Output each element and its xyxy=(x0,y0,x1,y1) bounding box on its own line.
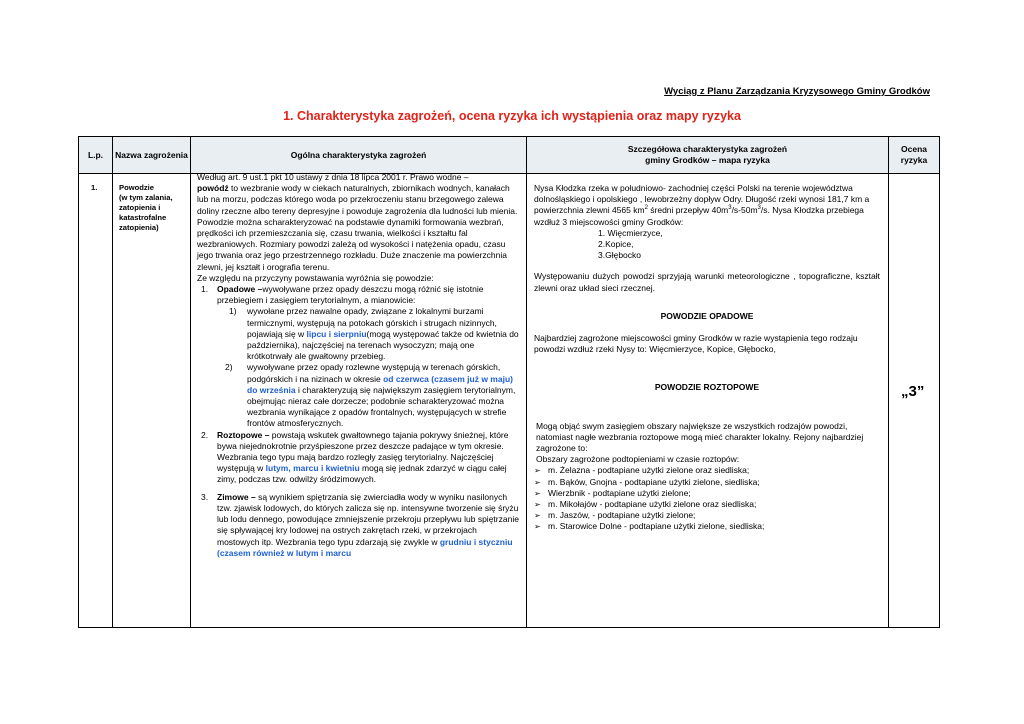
detail-para-2: Występowaniu dużych powodzi sprzyjają warunki meteorologiczne , topograficzne, kształt zlewni oraz układ sieci rzecznej. xyxy=(534,271,880,293)
town-item: 3.Głębocko xyxy=(598,250,641,261)
header-detail xyxy=(527,137,888,173)
area-list xyxy=(534,465,880,532)
town-list xyxy=(534,228,880,262)
page-title: 1. Charakterystyka zagrożeń, ocena ryzyka ich wystąpienia oraz mapy ryzyka xyxy=(283,109,741,123)
general-para-1: Według art. 9 ust.1 pkt 10 ustawy z dnia 18 lipca 2001 r. Prawo wodne – powódź to wezbranie wody w ciekach naturalnych, zbiornikach wodnych, kanałach lub na morzu, podczas którego woda po przekroczeniu stanu brzegowego zalewa doliny rzeczne albo tereny depresyjne i powoduje zagrożenia dla ludności lub mienia. xyxy=(197,172,518,216)
row-lp: 1. xyxy=(91,183,98,192)
arrow-bullet-icon: ➢ xyxy=(534,500,541,510)
heading-opadowe: POWODZIE OPADOWE xyxy=(660,310,754,321)
heading-roztopowe: POWODZIE ROZTOPOWE xyxy=(654,382,760,393)
area-item: ➢ Wierzbnik - podtapiane użytki zielone; xyxy=(534,487,691,498)
subitem-nawalne: 1) wywołane przez nawalne opady, związane z lokalnymi burzami termicznymi, występują na potokach górskich i strugach nizinnych, pojawiają się w lipcu i sierpniu(mogą występować także od kwietnia do października), najczęściej na terenach wysoczyzn; mają one krótkotrwały ale gwałtowny przebieg. xyxy=(229,306,519,362)
hazard-name xyxy=(119,183,187,233)
arrow-bullet-icon: ➢ xyxy=(534,466,541,476)
detail-para-1: Nysa Kłodzka rzeka w południowo- zachodniej części Polski na terenie województwa dolnośląskiego i opolskiego , lewobrzeżny dopływ Odry. Długość rzeki wynosi 181,7 km a powierzchnia zlewni 4565 $km^2$ średni przepływ $40m^3/s-50m^3/s$. Nysa Kłodzka przebiega wzdłuż 3 miejscowości gminy Grodków: xyxy=(534,183,870,227)
item-opadowe: 1. Opadowe –wywoływane przez opady deszczu mogą różnić się istotnie przebiegiem i zasięgiem terytorialnym, a mianowicie: xyxy=(201,284,484,306)
header-detail-line1: Szczegółowa charakterystyka zagrożeń xyxy=(627,144,788,154)
hazard-name-sub: (w tym zalania, zatopienia i katastrofalne zatopienia) xyxy=(119,193,173,232)
header-general: Ogólna charakterystyka zagrożeń xyxy=(290,149,427,160)
item-roztopowe: 2. Roztopowe – powstają wskutek gwałtownego tajania pokrywy śnieżnej, które bywa niejednokrotnie przyśpieszone przez deszcze padające w tym okresie. Wezbrania tego typu mają bardzo rozległy zasięg terytorialny. Najczęściej występują w lutym, marcu i kwietniu mogą się jednak zdarzyć w ciągu całej zimy, podczas tzw. odwilży śródzimowych. xyxy=(201,429,509,485)
area-item: ➢ m. Jaszów, - podtapiane użytki zielone; xyxy=(534,510,696,521)
arrow-bullet-icon: ➢ xyxy=(534,511,541,521)
detail-para-5: Obszary zagrożone podtopieniami w czasie roztopów: xyxy=(536,454,740,465)
area-item: ➢ m. Bąków, Gnojna - podtapiane użytki zielone, siedliska; xyxy=(534,476,760,487)
area-item: ➢ m. Starowice Dolne - podtapiane użytki zielone, siedliska; xyxy=(534,521,765,532)
area-item: ➢ m. Żelazna - podtapiane użytki zielone oraz siedliska; xyxy=(534,465,750,476)
general-para-3: Ze względu na przyczyny powstawania wyróżnia się powodzie: xyxy=(197,272,434,283)
arrow-bullet-icon: ➢ xyxy=(534,488,541,498)
town-item: 2.Kopice, xyxy=(598,239,634,250)
detail-para-3: Najbardziej zagrożone miejscowości gminy Grodków w razie wystąpienia tego rodzaju powodzi wzdłuż rzeki Nysy to: Więcmierzyce, Kopice, Głębocko, xyxy=(534,333,858,355)
hazard-name-title: Powodzie xyxy=(119,183,155,192)
subitem-rozlewne: 2) wywoływane przez opady rozlewne występują w terenach górskich, podgórskich i na nizinach w okresie od czerwca (czasem już w maju) do września i charakteryzują się największym zasięgiem terytorialnym, obejmując nieraz całe dorzecze; podobnie scharakteryzować można wezbrania wynikające z opadów frontalnych, występujących w strefie frontów atmosferycznych. xyxy=(225,362,516,429)
general-para-2: Powodzie można scharakteryzować na podstawie dynamiki formowania wezbrań, prędkości ich przemieszczania się, czasu trwania, wielkości i kształtu fal wezbraniowych. Rozmiary powodzi zależą od wysokości i natężenia opadu, czasu jego trwania oraz jego przestrzennego rozkładu. Duże znaczenie ma powierzchnia zlewni, jej kształt i orografia terenu. xyxy=(197,216,507,272)
area-item: ➢ m. Mikołajów - podtapiane użytki zielone oraz siedliska; xyxy=(534,499,757,510)
risk-table xyxy=(78,136,940,628)
arrow-bullet-icon: ➢ xyxy=(534,477,541,487)
risk-rating: „3” xyxy=(901,383,925,400)
arrow-bullet-icon: ➢ xyxy=(534,522,541,532)
detail-characteristics xyxy=(534,183,880,533)
header-detail-line2: gminy Grodków – mapa ryzyka xyxy=(645,155,770,165)
header-lp: L.p. xyxy=(87,149,104,160)
header-name: Nazwa zagrożenia xyxy=(115,149,188,160)
town-item: 1. Więcmierzyce, xyxy=(598,227,663,238)
item-zimowe: 3. Zimowe – są wynikiem spiętrzania się zwierciadła wody w wyniku nasilonych tzw. zjawisk lodowych, do których zalicza się np. intensywne tworzenie się śryżu lub lodu dennego, powodujące zmniejszenie przekroju przepływu lub spiętrzanie się spływającej kry lodowej na ostrych zakrętach rzeki, w przekrojach mostowych itp. Wezbrania tego typu zdarzają się zwykle w grudniu i styczniu (czasem również w lutym i marcu xyxy=(201,491,519,558)
general-characteristics xyxy=(197,171,519,559)
detail-para-4: Mogą objąć swym zasięgiem obszary największe ze wszystkich rodzajów powodzi, natomiast nagłe wezbrania roztopowe mogą mieć charakter lokalny. Rejony najbardziej zagrożone to: xyxy=(536,420,864,454)
header-rating: Ocena ryzyka xyxy=(900,144,928,165)
document-header: Wyciąg z Planu Zarządzania Kryzysowego Gminy Grodków xyxy=(664,86,930,97)
